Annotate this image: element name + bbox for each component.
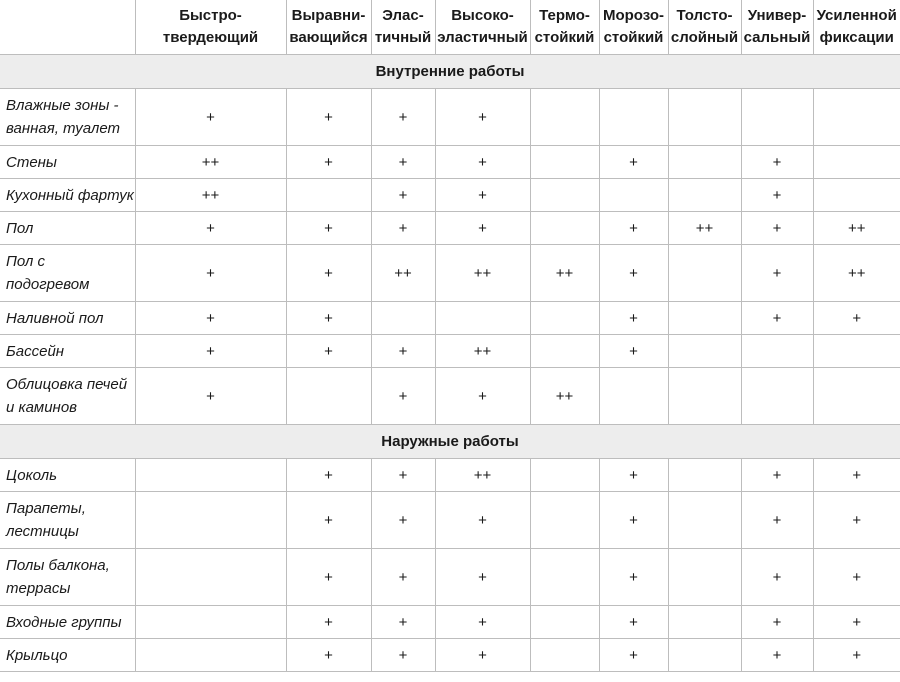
table-cell: + <box>435 549 530 606</box>
table-cell: + <box>599 606 668 639</box>
table-cell: + <box>741 212 813 245</box>
table-cell: + <box>435 179 530 212</box>
row-label: Входные группы <box>0 606 135 639</box>
table-cell: + <box>599 335 668 368</box>
column-header: Толсто- слойный <box>668 0 741 55</box>
table-cell <box>135 492 286 549</box>
table-cell <box>668 335 741 368</box>
table-cell <box>530 146 599 179</box>
table-cell: + <box>286 212 371 245</box>
table-cell <box>668 89 741 146</box>
table-cell: + <box>286 459 371 492</box>
table-cell <box>813 179 900 212</box>
table-row <box>0 368 900 425</box>
table-row <box>0 89 900 146</box>
table-cell: + <box>371 639 435 672</box>
table-cell: ++ <box>435 459 530 492</box>
row-label: Пол с подогревом <box>0 245 135 302</box>
table-cell: + <box>741 639 813 672</box>
column-header: Высоко- эластичный <box>435 0 530 55</box>
row-label: Кухонный фартук <box>0 179 135 212</box>
column-header: Элас- тичный <box>371 0 435 55</box>
table-cell: + <box>371 335 435 368</box>
table-cell: + <box>371 606 435 639</box>
table-cell <box>371 302 435 335</box>
table-row <box>0 245 900 302</box>
table-cell: + <box>599 639 668 672</box>
table-cell: + <box>371 368 435 425</box>
table-cell <box>813 89 900 146</box>
table-cell: + <box>435 606 530 639</box>
table-cell <box>135 549 286 606</box>
table-cell: + <box>135 89 286 146</box>
table-cell: + <box>371 549 435 606</box>
table-cell: + <box>435 368 530 425</box>
table-cell: + <box>741 549 813 606</box>
table-row <box>0 549 900 606</box>
table-cell: + <box>286 606 371 639</box>
table-cell: + <box>741 146 813 179</box>
row-label: Полы балкона, террасы <box>0 549 135 606</box>
table-cell <box>813 335 900 368</box>
header-row <box>0 0 900 55</box>
table-cell: + <box>813 492 900 549</box>
table-cell: + <box>286 335 371 368</box>
table-cell <box>530 492 599 549</box>
table-cell: + <box>599 245 668 302</box>
table-cell: + <box>286 492 371 549</box>
table-cell <box>668 368 741 425</box>
column-header: Выравни- вающийся <box>286 0 371 55</box>
table-cell <box>668 606 741 639</box>
table-cell: + <box>741 245 813 302</box>
table-cell <box>668 245 741 302</box>
table-cell <box>286 368 371 425</box>
table-cell: + <box>286 639 371 672</box>
table-cell <box>530 639 599 672</box>
table-cell: + <box>435 146 530 179</box>
table-row <box>0 146 900 179</box>
row-label: Парапеты, лестницы <box>0 492 135 549</box>
row-label: Наливной пол <box>0 302 135 335</box>
table-cell: + <box>813 639 900 672</box>
table-cell: + <box>371 89 435 146</box>
table-cell: ++ <box>813 212 900 245</box>
table-cell <box>813 368 900 425</box>
table-cell <box>530 606 599 639</box>
table-cell: + <box>741 179 813 212</box>
table-cell <box>668 492 741 549</box>
table-cell <box>813 146 900 179</box>
table-row <box>0 302 900 335</box>
table-cell: + <box>135 245 286 302</box>
table-cell: + <box>286 89 371 146</box>
table-row <box>0 606 900 639</box>
table-cell: + <box>741 459 813 492</box>
table-cell: + <box>741 492 813 549</box>
table-cell: ++ <box>530 368 599 425</box>
row-label: Бассейн <box>0 335 135 368</box>
table-cell <box>530 302 599 335</box>
table-row <box>0 179 900 212</box>
table-cell <box>135 606 286 639</box>
table-cell <box>599 368 668 425</box>
table-cell <box>599 179 668 212</box>
section-header-row <box>0 55 900 89</box>
table-cell <box>741 368 813 425</box>
table-cell: + <box>135 335 286 368</box>
table-cell: + <box>599 459 668 492</box>
table-cell: + <box>599 549 668 606</box>
table-cell <box>135 639 286 672</box>
table-cell <box>668 459 741 492</box>
table-cell: + <box>741 302 813 335</box>
table-cell: + <box>371 459 435 492</box>
section-title: Внутренние работы <box>0 55 900 89</box>
column-header: Усиленной фиксации <box>813 0 900 55</box>
row-label: Влажные зоны - ванная, туалет <box>0 89 135 146</box>
table-cell: + <box>135 368 286 425</box>
column-header: Универ- сальный <box>741 0 813 55</box>
table-cell <box>435 302 530 335</box>
column-header: Морозо- стойкий <box>599 0 668 55</box>
table-cell: + <box>135 212 286 245</box>
row-label: Облицовка печей и каминов <box>0 368 135 425</box>
table-cell: + <box>599 302 668 335</box>
table-row <box>0 639 900 672</box>
table-row <box>0 335 900 368</box>
table-cell: + <box>599 212 668 245</box>
table-row <box>0 459 900 492</box>
row-label: Крыльцо <box>0 639 135 672</box>
table-cell: + <box>599 492 668 549</box>
table-cell <box>599 89 668 146</box>
column-header: Термо- стойкий <box>530 0 599 55</box>
table-cell: ++ <box>135 179 286 212</box>
table-cell <box>530 179 599 212</box>
table-cell: + <box>435 212 530 245</box>
table-cell <box>741 89 813 146</box>
table-cell <box>530 549 599 606</box>
table-cell: + <box>135 302 286 335</box>
table-cell: + <box>435 89 530 146</box>
table-cell: + <box>371 146 435 179</box>
table-cell: ++ <box>530 245 599 302</box>
table-cell: + <box>435 492 530 549</box>
table-row <box>0 492 900 549</box>
table-cell <box>668 302 741 335</box>
row-label: Цоколь <box>0 459 135 492</box>
table-cell <box>530 89 599 146</box>
table-cell: + <box>813 302 900 335</box>
header-corner <box>0 0 135 55</box>
table-cell: + <box>371 179 435 212</box>
table-cell: ++ <box>435 245 530 302</box>
table-cell: ++ <box>668 212 741 245</box>
table-cell <box>530 335 599 368</box>
table-cell <box>668 179 741 212</box>
table-cell: + <box>813 606 900 639</box>
table-cell <box>668 146 741 179</box>
row-label: Стены <box>0 146 135 179</box>
table-cell <box>530 212 599 245</box>
table-cell: ++ <box>813 245 900 302</box>
table-cell <box>530 459 599 492</box>
column-header: Быстро- твердеющий <box>135 0 286 55</box>
table-cell: + <box>286 302 371 335</box>
table-cell: + <box>599 146 668 179</box>
table-body <box>0 55 900 672</box>
table-cell: + <box>813 549 900 606</box>
section-header-row <box>0 425 900 459</box>
row-label: Пол <box>0 212 135 245</box>
table-cell: + <box>371 212 435 245</box>
table-row <box>0 212 900 245</box>
table-cell: ++ <box>371 245 435 302</box>
table-cell: + <box>286 549 371 606</box>
table-cell: ++ <box>135 146 286 179</box>
table-cell <box>668 639 741 672</box>
table-cell: + <box>371 492 435 549</box>
table-cell: + <box>286 245 371 302</box>
section-title: Наружные работы <box>0 425 900 459</box>
table-cell: + <box>813 459 900 492</box>
table-cell: + <box>741 606 813 639</box>
table-cell: ++ <box>435 335 530 368</box>
table-cell <box>135 459 286 492</box>
table-cell <box>741 335 813 368</box>
table-cell <box>668 549 741 606</box>
table-cell <box>286 179 371 212</box>
table-cell: + <box>286 146 371 179</box>
table-cell: + <box>435 639 530 672</box>
